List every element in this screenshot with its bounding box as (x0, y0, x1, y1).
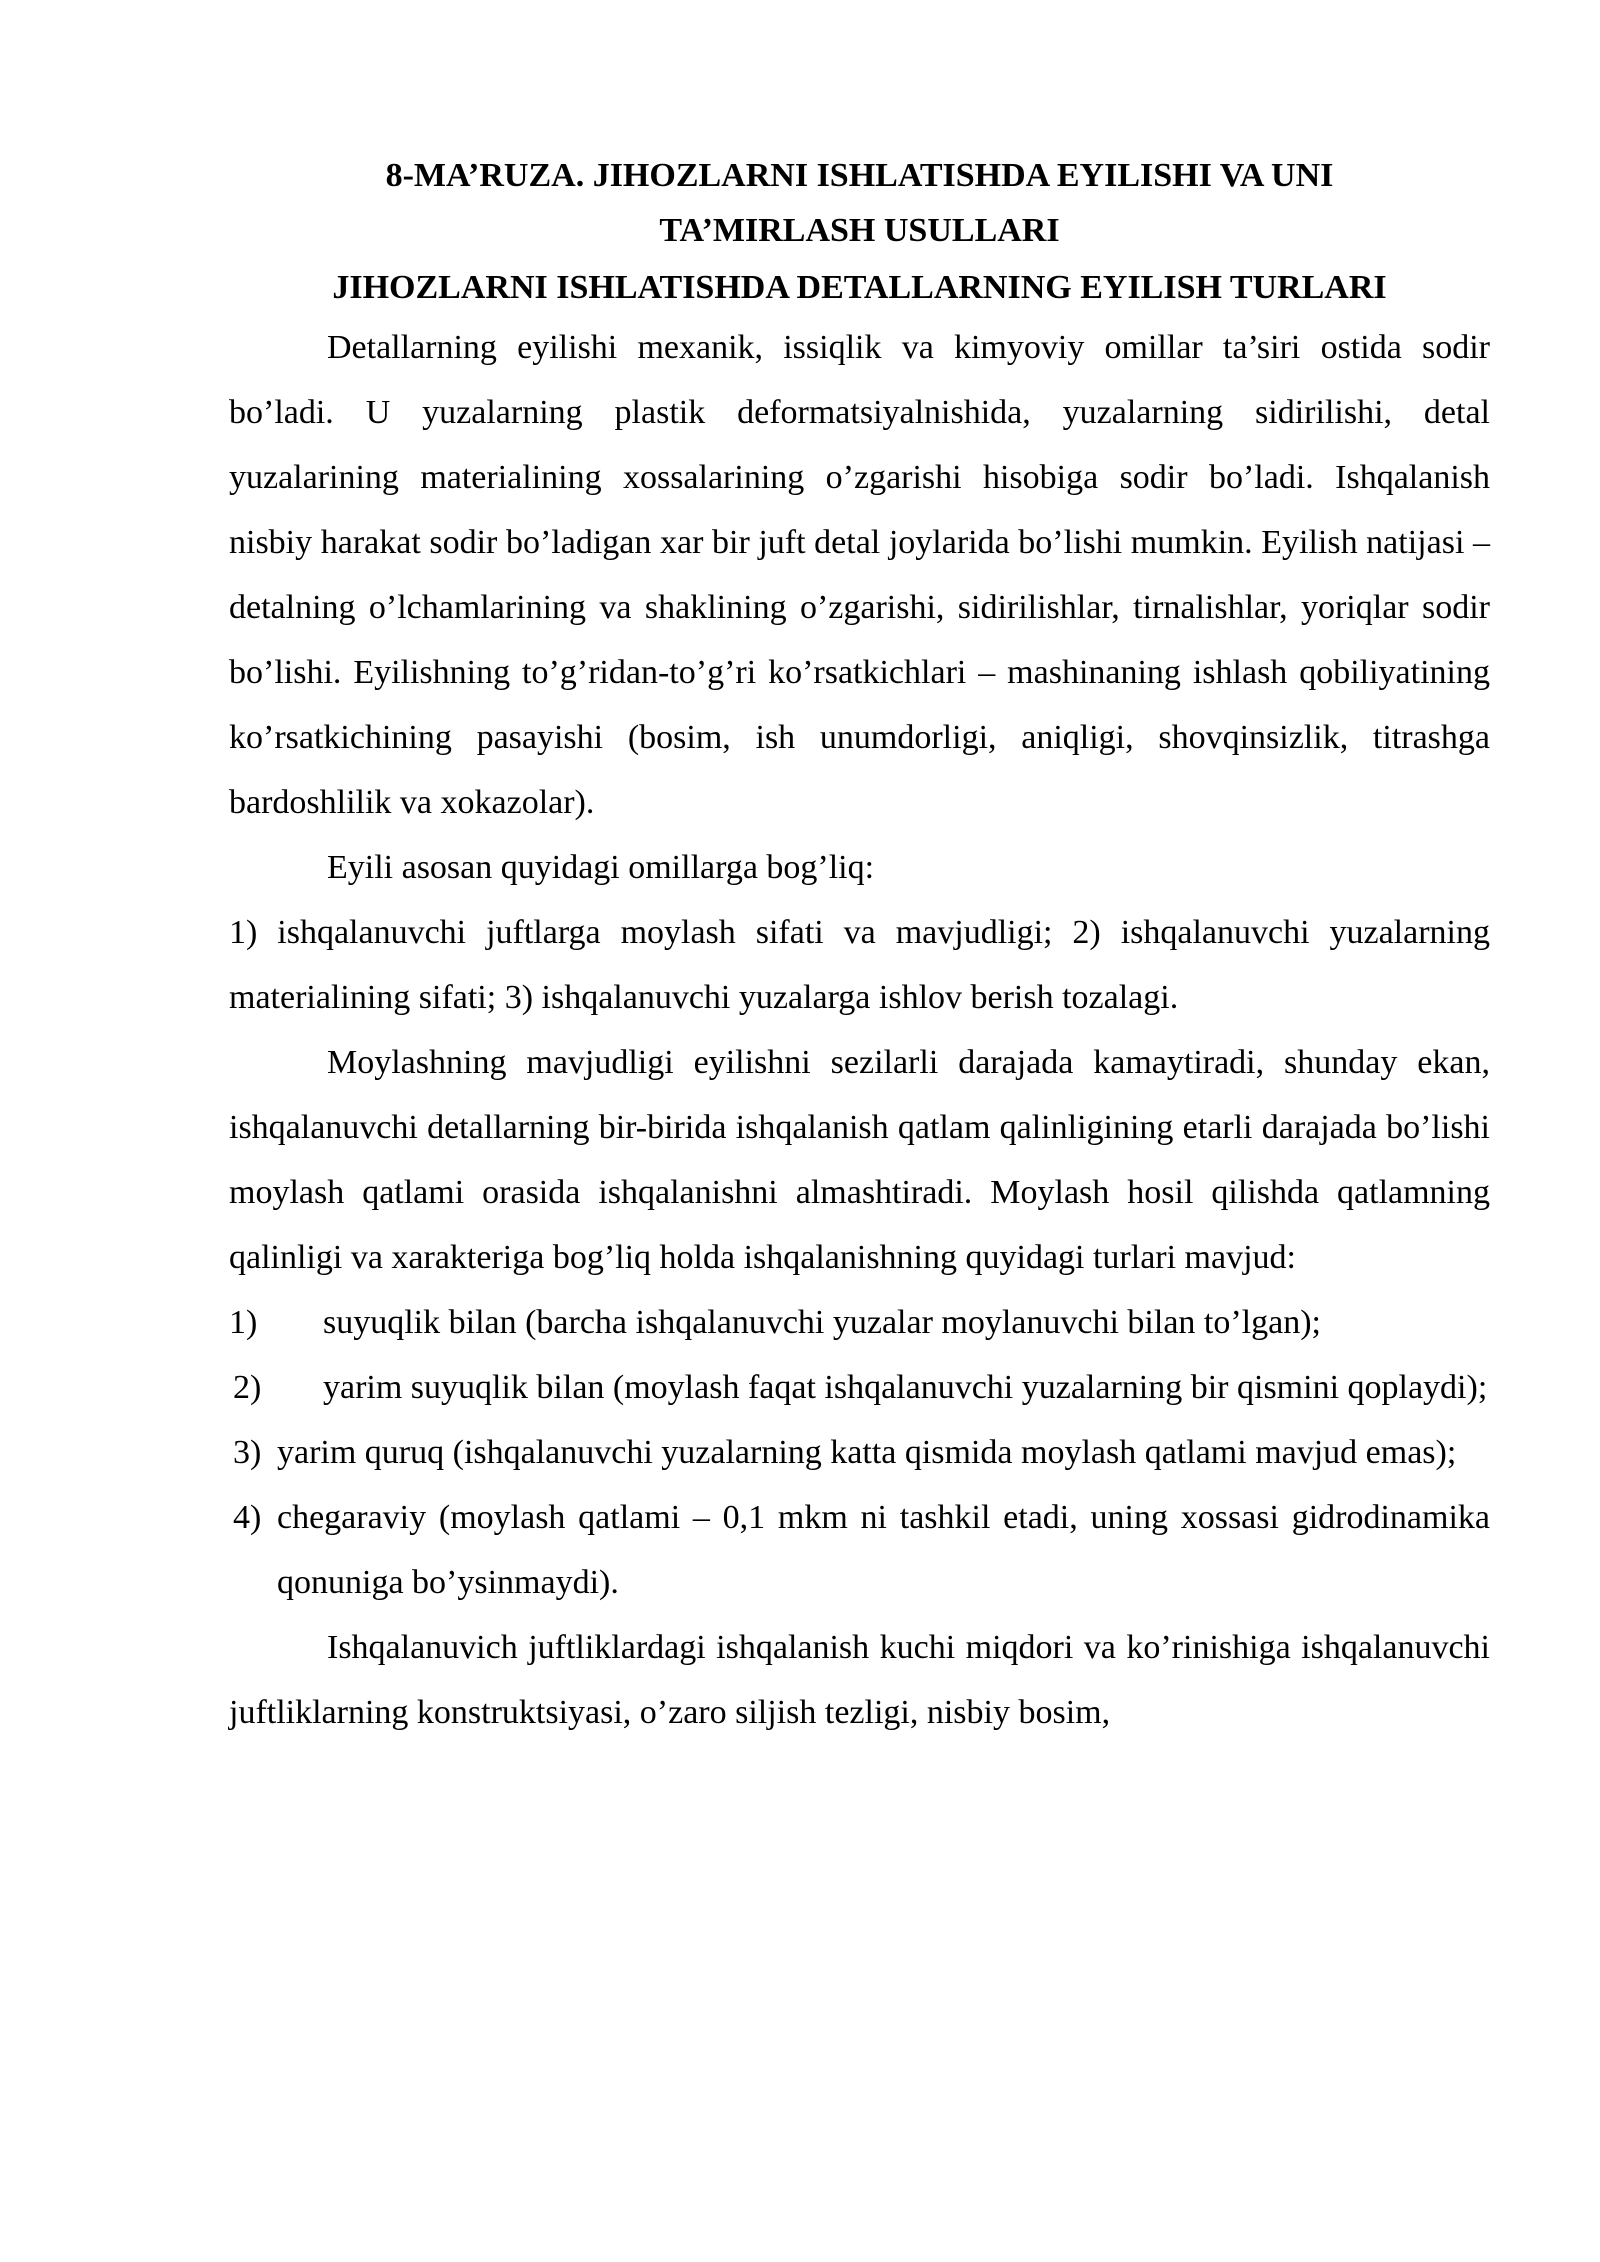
list-item-number: 1) (229, 1304, 258, 1341)
list-item (229, 1485, 1490, 1615)
list-item (229, 1420, 1490, 1485)
list-item-text: suyuqlik bilan (barcha ishqalanuvchi yuzalar moylanuvchi bilan to’lgan); (323, 1304, 1321, 1341)
list-item-text: chegaraviy (moylash qatlami – 0,1 mkm ni tashkil etadi, uning xossasi gidrodinamika qonuniga bo’ysinmaydi). (277, 1499, 1490, 1601)
section-heading: JIHOZLARNI ISHLATISHDA DETALLARNING EYILISH TURLARI (332, 269, 1387, 306)
list-item-number: 3) (233, 1434, 262, 1471)
friction-types-list-a (229, 1290, 1490, 1420)
paragraph-wear-definition: Detallarning eyilishi mexanik, issiqlik va kimyoviy omillar ta’siri ostida sodir bo’ladi. U yuzalarning plastik deformatsiyalnishida, yuzalarning sidirilishi, detal yuzalarining materialining xossalarining o’zgarishi hisobiga sodir bo’ladi. Ishqalanish nisbiy harakat sodir bo’ladigan xar bir juft detal joylarida bo’lishi mumkin. Eyilish natijasi – detalning o’lchamlarining va shaklining o’zgarishi, sidirilishlar, tirnalishlar, yoriqlar sodir bo’lishi. Eyilishning to’g’ridan-to’g’ri ko’rsatkichlari – mashinaning ishlash qobiliyatining ko’rsatkichining pasayishi (bosim, ish unumdorligi, aniqligi, shovqinsizlik, titrashga bardoshlilik va xokazolar). (229, 329, 1490, 821)
friction-types-list-b (229, 1420, 1490, 1615)
list-item-text: yarim suyuqlik bilan (moylash faqat ishqalanuvchi yuzalarning bir qismini qoplaydi); (323, 1369, 1488, 1406)
paragraph-friction-force: Ishqalanuvich juftliklardagi ishqalanish kuchi miqdori va ko’rinishiga ishqalanuvchi juftliklarning konstruktsiyasi, o’zaro siljish tezligi, nisbiy bosim, (229, 1629, 1490, 1731)
paragraph-wear-factors-list: 1) ishqalanuvchi juftlarga moylash sifati va mavjudligi; 2) ishqalanuvchi yuzalarning materialining sifati; 3) ishqalanuvchi yuzalarga ishlov berish tozalagi. (229, 914, 1490, 1016)
list-item-number: 4) (233, 1499, 262, 1536)
paragraph-wear-factors-intro: Eyili asosan quyidagi omillarga bog’liq: (327, 849, 875, 886)
lecture-title-line-1: 8-MA’RUZA. JIHOZLARNI ISHLATISHDA EYILISHI VA UNI (385, 157, 1334, 194)
list-item (229, 1355, 1490, 1420)
lecture-title-line-2: TA’MIRLASH USULLARI (659, 212, 1060, 249)
page-content (229, 148, 1490, 1745)
list-item (229, 1290, 1490, 1355)
list-item-number: 2) (233, 1369, 262, 1406)
paragraph-lubrication: Moylashning mavjudligi eyilishni sezilarli darajada kamaytiradi, shunday ekan, ishqalanuvchi detallarning bir-birida ishqalanish qatlam qalinligining etarli darajada bo’lishi moylash qatlami orasida ishqalanishni almashtiradi. Moylash hosil qilishda qatlamning qalinligi va xarakteriga bog’liq holda ishqalanishning quyidagi turlari mavjud: (229, 1044, 1490, 1276)
list-item-text: yarim quruq (ishqalanuvchi yuzalarning katta qismida moylash qatlami mavjud emas); (277, 1434, 1457, 1471)
